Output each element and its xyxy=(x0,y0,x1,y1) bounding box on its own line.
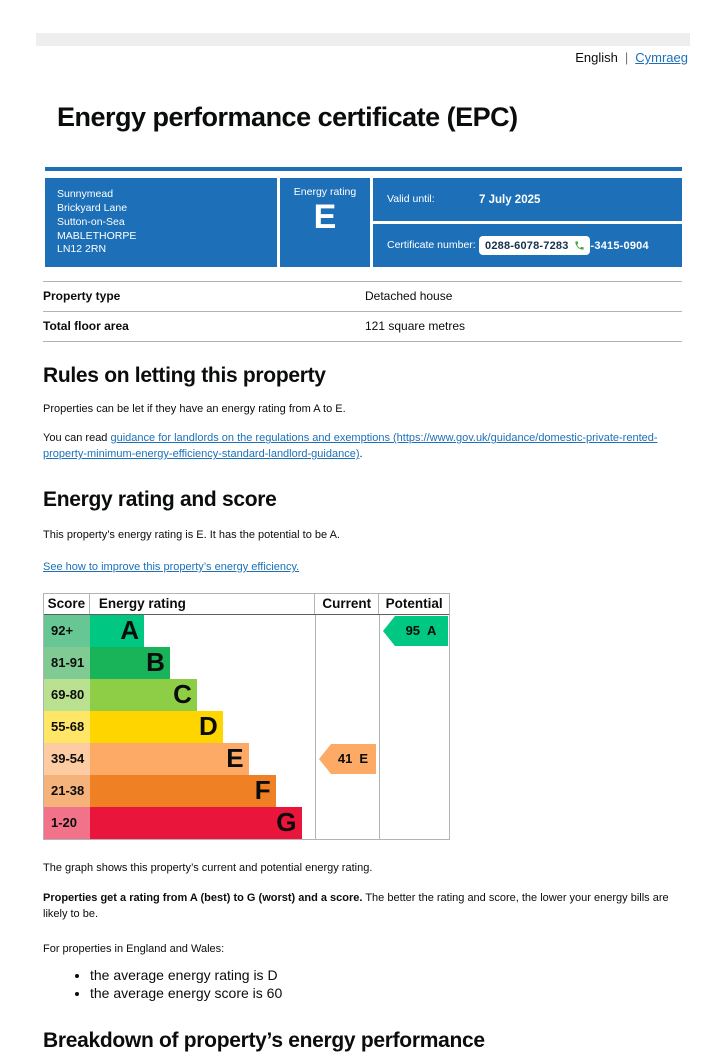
rules-paragraph-2 xyxy=(43,431,682,463)
band-score-range: 92+ xyxy=(44,615,90,647)
top-divider-bar xyxy=(36,33,690,46)
breakdown-heading: Breakdown of property’s energy performance xyxy=(43,1028,485,1052)
rating-explanation-bold: Properties get a rating from A (best) to G (worst) and a score. xyxy=(43,891,363,904)
band-letter: F xyxy=(254,774,271,805)
epc-chart-header xyxy=(44,594,449,615)
band-letter: C xyxy=(173,678,192,709)
certificate-number-label: Certificate number: xyxy=(387,239,476,252)
epc-band-row-c xyxy=(44,679,449,711)
list-item-average-score: • the average energy score is 60 xyxy=(90,986,682,1001)
certificate-number-row xyxy=(373,224,682,267)
address-line-5: LN12 2RN xyxy=(57,243,107,256)
rating-bar-g xyxy=(90,807,302,839)
address-line-3: Sutton-on-Sea xyxy=(57,215,125,228)
improve-link-line xyxy=(43,560,682,576)
improve-efficiency-link[interactable]: See how to improve this property’s energy efficiency. xyxy=(43,561,300,574)
chart-header-current: Current xyxy=(314,594,378,614)
property-details-table xyxy=(43,281,682,342)
valid-until-row xyxy=(373,178,682,221)
epc-band-row-b xyxy=(44,647,449,679)
epc-band-row-d xyxy=(44,711,449,743)
address-line-2: Brickyard Lane xyxy=(57,201,128,214)
property-address xyxy=(45,178,277,267)
list-item-average-rating: • the average energy rating is D xyxy=(90,968,682,983)
chart-header-potential: Potential xyxy=(378,594,449,614)
energy-rating-cell xyxy=(280,178,370,267)
address-line-1: Sunnymead xyxy=(57,188,114,200)
rating-bar-f xyxy=(90,775,276,807)
england-wales-intro: For properties in England and Wales: xyxy=(43,942,225,955)
epc-band-row-e xyxy=(44,743,449,775)
band-letter: E xyxy=(226,742,244,773)
band-letter: B xyxy=(146,646,165,677)
epc-band-row-g xyxy=(44,807,449,839)
certificate-number-value xyxy=(479,236,649,255)
certificate-number-part1: 0288-6078-7283 xyxy=(485,239,569,252)
energy-rating-label: Energy rating xyxy=(293,186,357,198)
landlord-guidance-link[interactable]: guidance for landlords on the regulations and exemptions (https://www.gov.uk/guidance/domestic-private-rented-property-minimum-energy-efficiency-standard-landlord-guidance) xyxy=(43,432,658,461)
epc-chart-body xyxy=(44,615,449,839)
rating-bar-e xyxy=(90,743,249,775)
rating-explanation-rest: The better the rating and score, the lower your energy bills are likely to be. xyxy=(43,891,669,920)
table-row xyxy=(43,311,682,342)
rating-bar-c xyxy=(90,679,197,711)
section-rule xyxy=(45,167,682,171)
average-list xyxy=(90,968,682,1002)
table-row xyxy=(43,281,682,311)
property-type-label: Property type xyxy=(43,289,121,304)
rating-explanation xyxy=(43,891,682,923)
potential-rating-arrow: 95 A xyxy=(383,616,448,646)
band-letter: A xyxy=(120,614,139,645)
language-link-cymraeg[interactable]: Cymraeg xyxy=(635,50,688,65)
rules-heading: Rules on letting this property xyxy=(43,364,326,388)
language-current-english: English xyxy=(575,50,618,65)
rules-paragraph-2-prefix: You can read xyxy=(43,432,111,445)
band-score-range: 69-80 xyxy=(44,679,90,711)
certificate-number-part2: -3415-0904 xyxy=(590,239,649,252)
property-type-value: Detached house xyxy=(365,289,453,304)
epc-rating-chart xyxy=(43,593,450,840)
certificate-summary-box xyxy=(45,178,682,267)
energy-rating-value: E xyxy=(313,198,337,236)
current-rating-arrow: 41 E xyxy=(319,744,376,774)
valid-until-label: Valid until: xyxy=(387,193,435,206)
energy-rating-heading: Energy rating and score xyxy=(43,488,277,512)
epc-band-row-f xyxy=(44,775,449,807)
rules-paragraph-1: Properties can be let if they have an energy rating from A to E. xyxy=(43,403,346,416)
total-floor-area-label: Total floor area xyxy=(43,319,129,334)
graph-description: The graph shows this property’s current and potential energy rating. xyxy=(43,861,373,874)
band-letter: G xyxy=(276,806,297,837)
rules-paragraph-2-suffix: . xyxy=(359,448,363,461)
rating-bar-d xyxy=(90,711,223,743)
page-title: Energy performance certificate (EPC) xyxy=(57,102,518,132)
address-line-4: MABLETHORPE xyxy=(57,229,137,242)
certificate-number-pill xyxy=(479,236,590,255)
phone-icon[interactable] xyxy=(572,238,587,253)
valid-until-value: 7 July 2025 xyxy=(479,193,541,206)
band-score-range: 39-54 xyxy=(44,743,90,775)
band-letter: D xyxy=(198,710,218,741)
validity-column xyxy=(373,178,682,267)
energy-rating-paragraph: This property’s energy rating is E. It has the potential to be A. xyxy=(43,529,340,542)
band-score-range: 81-91 xyxy=(44,647,90,679)
rating-bar-a xyxy=(90,615,144,647)
chart-header-energy-rating: Energy rating xyxy=(98,595,186,611)
language-divider: | xyxy=(624,50,629,65)
band-score-range: 21-38 xyxy=(44,775,90,807)
rating-bar-b xyxy=(90,647,170,679)
band-score-range: 1-20 xyxy=(44,807,90,839)
language-switcher xyxy=(0,50,688,65)
chart-header-score: Score xyxy=(44,594,90,614)
band-score-range: 55-68 xyxy=(44,711,90,743)
chart-column-divider xyxy=(379,615,380,839)
total-floor-area-value: 121 square metres xyxy=(365,319,466,334)
chart-column-divider xyxy=(315,615,316,839)
